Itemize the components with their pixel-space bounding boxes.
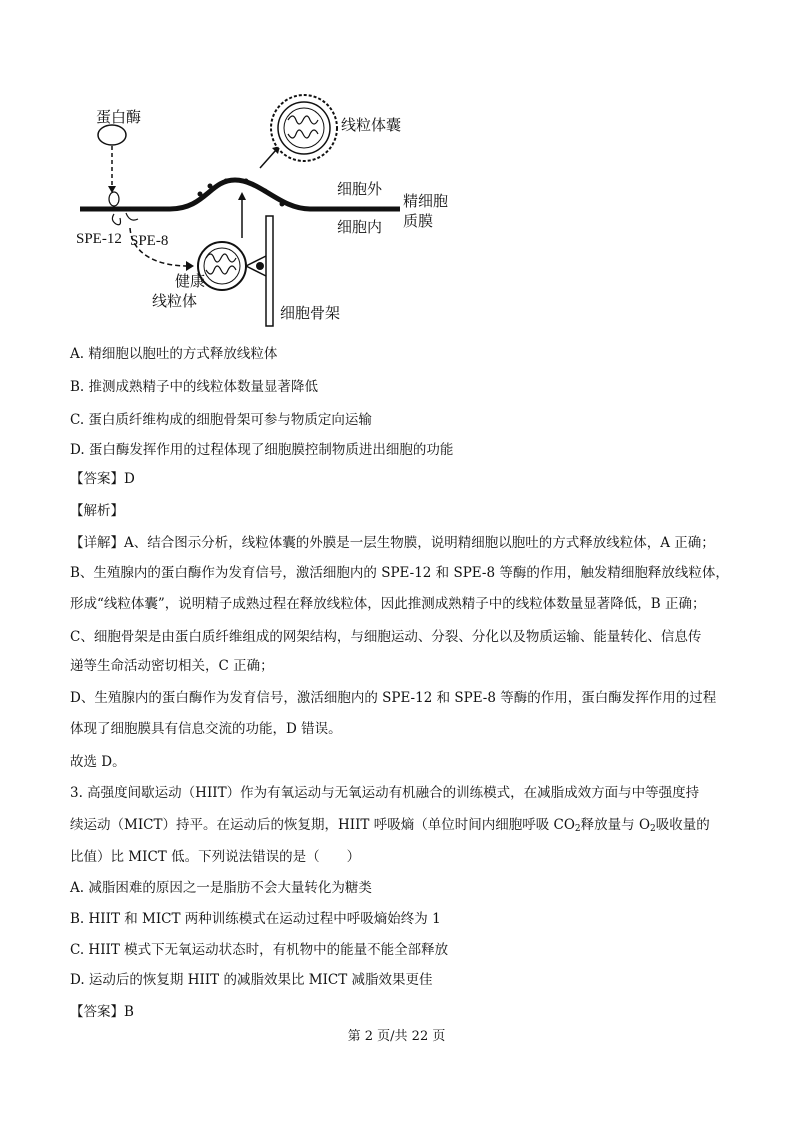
- q2-option-a: A. 精细胞以胞吐的方式释放线粒体: [70, 346, 278, 362]
- biology-figure: [70, 98, 470, 338]
- spe-enzyme-icon: [112, 214, 120, 225]
- q3-option-c: C. HIIT 模式下无氧运动状态时，有机物中的能量不能全部释放: [70, 942, 449, 958]
- analysis-line-1: 【详解】A、结合图示分析，线粒体囊的外膜是一层生物膜，说明精细胞以胞吐的方式释放线粒体，A 正确；: [70, 535, 715, 551]
- q3-stem-2: 续运动（MICT）持平。在运动后的恢复期，HIIT 呼吸熵（单位时间内细胞呼吸 $CO_2$释放量与 $O_2$吸收量的: [70, 817, 710, 834]
- page-footer: 第 2 页/共 22 页: [347, 1029, 446, 1044]
- analysis-line-5: 递等生命活动密切相关，C 正确；: [70, 658, 274, 674]
- q2-option-c: C. 蛋白质纤维构成的细胞骨架可参与物质定向运输: [70, 412, 372, 428]
- spe12-label: SPE-12: [76, 231, 122, 247]
- q3-answer: 【答案】B: [70, 1004, 134, 1020]
- healthy-label-1: 健康: [175, 272, 206, 290]
- q3-stem-3: 比值）比 MICT 低。下列说法错误的是（ ）: [70, 849, 361, 865]
- protease-label: 蛋白酶: [96, 108, 142, 126]
- analysis-line-3: 形成“线粒体囊”，说明精子成熟过程在释放线粒体，因此推测成熟精子中的线粒体数量显著降低，B 正确；: [70, 596, 706, 612]
- analysis-line-8: 故选 D。: [70, 754, 126, 770]
- healthy-label-2: 线粒体: [152, 292, 198, 310]
- q3-option-d: D. 运动后的恢复期 HIIT 的减脂效果比 MICT 减脂效果更佳: [70, 972, 433, 988]
- healthy-mitochondrion: [198, 242, 246, 290]
- membrane-label-1: 精细胞: [403, 192, 449, 210]
- analysis-line-7: 体现了细胞膜具有信息交流的功能，D 错误。: [70, 721, 342, 737]
- cytoskeleton-label: 细胞骨架: [280, 304, 341, 322]
- mitochondrial-sac: [271, 95, 337, 161]
- q3-stem-1: 3. 高强度间歇运动（HIIT）作为有氧运动与无氧运动有机融合的训练模式，在减脂成效方面与中等强度持: [70, 785, 700, 801]
- detail-tag: 【详解】: [70, 535, 124, 551]
- membrane-label-2: 质膜: [403, 212, 434, 230]
- analysis-line-6: D、生殖腺内的蛋白酶作为发育信号，激活细胞内的 SPE-12 和 SPE-8 等酶的作用，蛋白酶发挥作用的过程: [70, 690, 717, 706]
- q3-option-b: B. HIIT 和 MICT 两种训练模式在运动过程中呼吸熵始终为 1: [70, 911, 441, 927]
- q2-answer: [70, 469, 135, 489]
- q2-option-d: D. 蛋白酶发挥作用的过程体现了细胞膜控制物质进出细胞的功能: [70, 442, 454, 458]
- extracellular-label: 细胞外: [337, 180, 383, 198]
- answer-value: D: [124, 471, 135, 487]
- mitochondria-release-diagram: [70, 98, 470, 338]
- mito-sac-label: 线粒体囊: [341, 116, 402, 134]
- analysis-line-2: B、生殖腺内的蛋白酶作为发育信号，激活细胞内的 SPE-12 和 SPE-8 等酶的作用，触发精细胞释放线粒体，: [70, 565, 729, 581]
- q3-option-a: A. 减脂困难的原因之一是脂肪不会大量转化为糖类: [70, 880, 372, 896]
- intracellular-label: 细胞内: [337, 218, 383, 236]
- protease-shape: [98, 125, 126, 145]
- receptor-icon: [109, 192, 119, 206]
- q2-option-b: B. 推测成熟精子中的线粒体数量显著降低: [70, 379, 319, 395]
- analysis-tag: 【解析】: [70, 503, 124, 519]
- cytoskeleton-bar: [266, 216, 273, 326]
- answer-tag: 【答案】: [70, 471, 124, 487]
- analysis-line-4: C、细胞骨架是由蛋白质纤维组成的网架结构，与细胞运动、分裂、分化以及物质运输、能量转化、信息传: [70, 629, 702, 645]
- spe8-label: SPE-8: [130, 233, 169, 249]
